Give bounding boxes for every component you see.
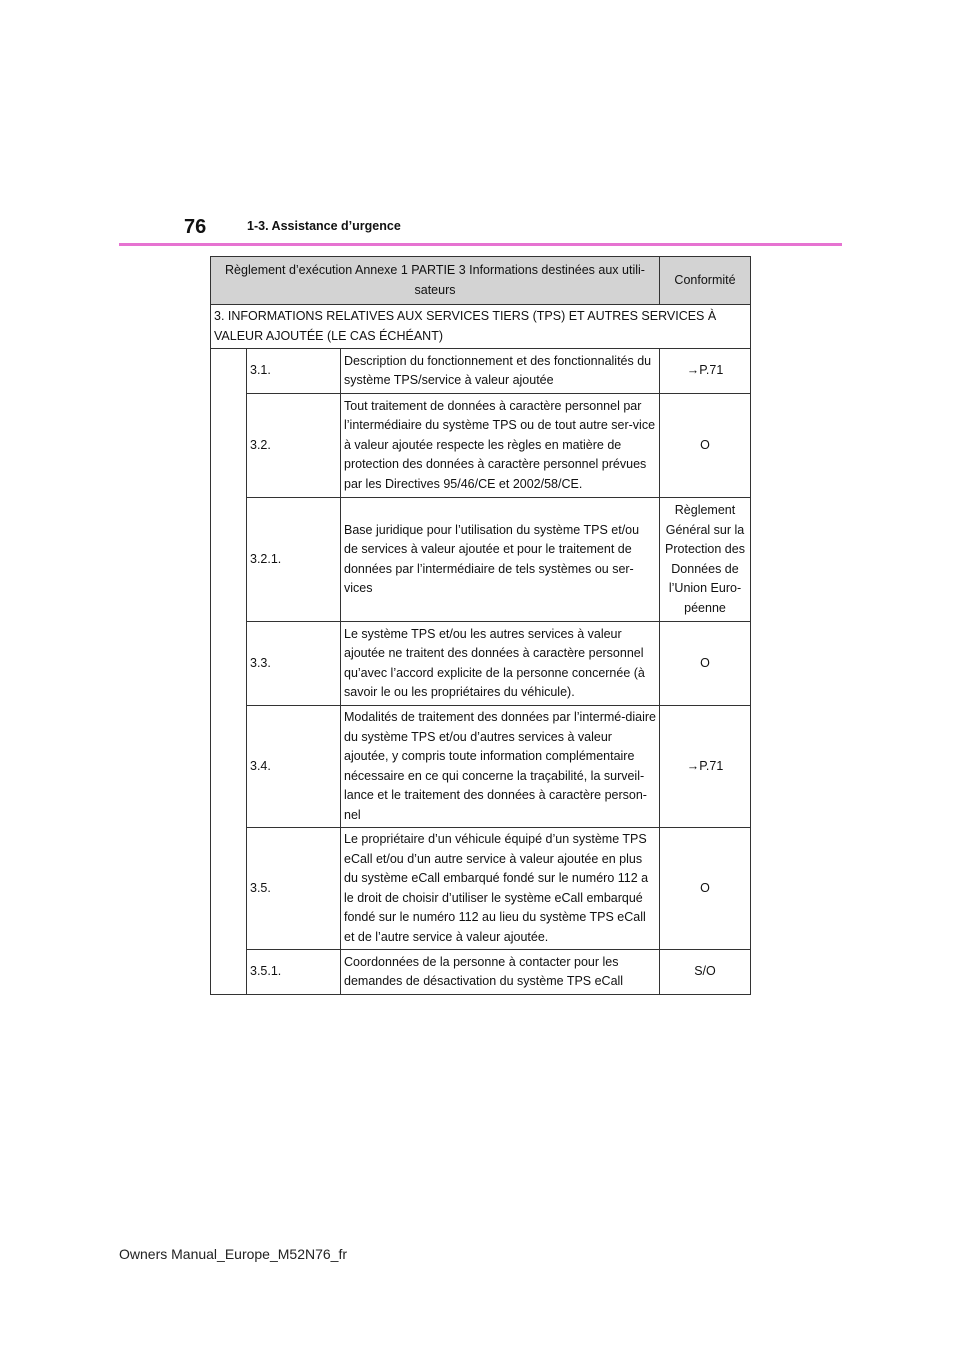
row-description: Le propriétaire d’un véhicule équipé d’un système TPS eCall et/ou d’un autre service à valeur ajoutée en plus du système eCall embarqué fondé sur le numéro 112 a le droit de choisir d’utiliser le système eCall embarqué fondé sur le numéro 112 au lieu du système TPS eCall et de l’autre service à valeur ajoutée. <box>341 828 660 950</box>
table-row <box>211 498 751 622</box>
header-regulation: Règlement d’exécution Annexe 1 PARTIE 3 Informations destinées aux utili-sateurs <box>211 257 660 305</box>
row-code: 3.5.1. <box>247 950 341 995</box>
row-conformity: →P.71 <box>660 349 751 394</box>
table-row <box>211 349 751 394</box>
section-title: 1-3. Assistance d’urgence <box>247 219 401 233</box>
table-row <box>211 622 751 706</box>
table-header-row <box>211 257 751 305</box>
row-description: Tout traitement de données à caractère personnel par l’intermédiaire du système TPS ou de tout autre ser-vice à valeur ajoutée respecte les règles en matière de protection des données à caractère personnel prévues par les Directives 95/46/CE et 2002/58/CE. <box>341 394 660 498</box>
row-code: 3.4. <box>247 706 341 828</box>
row-code: 3.5. <box>247 828 341 950</box>
header-conformity: Conformité <box>660 257 751 305</box>
row-conformity: S/O <box>660 950 751 995</box>
row-conformity: O <box>660 394 751 498</box>
table-row <box>211 950 751 995</box>
row-conformity: O <box>660 828 751 950</box>
section-heading-row <box>211 305 751 349</box>
indent-cell <box>211 349 247 995</box>
row-conformity: Règlement Général sur la Protection des Données de l’Union Euro-péenne <box>660 498 751 622</box>
table-row <box>211 394 751 498</box>
section-heading: 3. INFORMATIONS RELATIVES AUX SERVICES TIERS (TPS) ET AUTRES SERVICES À VALEUR AJOUTÉE (LE CAS ÉCHÉANT) <box>211 305 751 349</box>
row-conformity: →P.71 <box>660 706 751 828</box>
table-row <box>211 706 751 828</box>
row-description: Coordonnées de la personne à contacter pour les demandes de désactivation du système TPS eCall <box>341 950 660 995</box>
row-description: Base juridique pour l’utilisation du système TPS et/ou de services à valeur ajoutée et pour le traitement de données par l’intermédiaire de tels systèmes ou ser-vices <box>341 498 660 622</box>
row-code: 3.1. <box>247 349 341 394</box>
row-code: 3.3. <box>247 622 341 706</box>
row-conformity: O <box>660 622 751 706</box>
row-description: Le système TPS et/ou les autres services à valeur ajoutée ne traitent des données à caractère personnel qu’avec l’accord explicite de la personne concernée (à savoir le ou les propriétaires du véhicule). <box>341 622 660 706</box>
header-divider <box>119 243 842 246</box>
table-row <box>211 828 751 950</box>
regulation-table <box>210 256 751 995</box>
page-number: 76 <box>184 216 207 238</box>
row-code: 3.2.1. <box>247 498 341 622</box>
row-code: 3.2. <box>247 394 341 498</box>
row-description: Modalités de traitement des données par l’intermé-diaire du système TPS et/ou d’autres services à valeur ajoutée, y compris toute information complémentaire nécessaire en ce qui concerne la traçabilité, la surveil-lance et le traitement des données à caractère person-nel <box>341 706 660 828</box>
footer-label: Owners Manual_Europe_M52N76_fr <box>119 1246 348 1262</box>
row-description: Description du fonctionnement et des fonctionnalités du système TPS/service à valeur ajoutée <box>341 349 660 394</box>
